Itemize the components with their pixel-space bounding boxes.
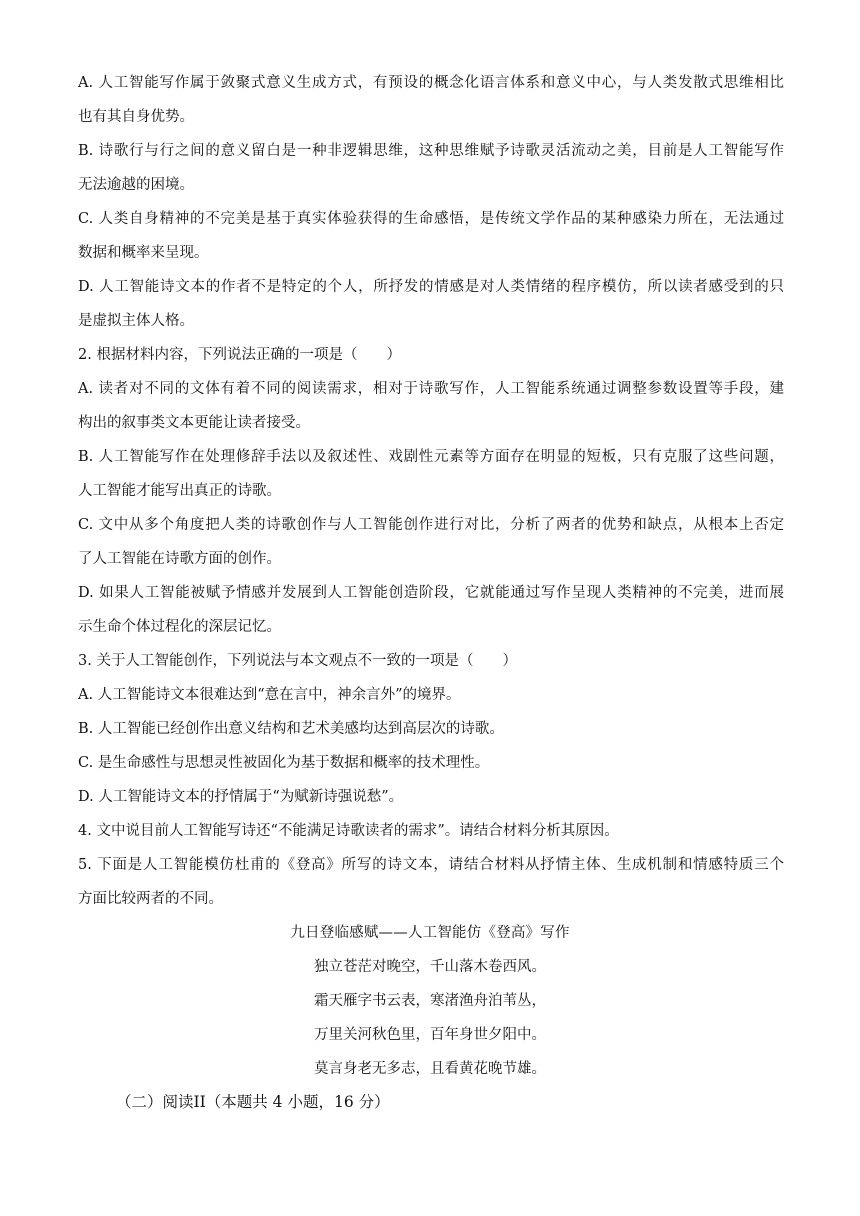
q1-option-a-line1: A. 人工智能写作属于敛聚式意义生成方式，有预设的概念化语言体系和意义中心，与人类发散式思维相比 — [78, 75, 784, 91]
q1-option-c-line2: 数据和概率来呈现。 — [78, 245, 209, 261]
q3-option-c: C. 是生命感性与思想灵性被固化为基于数据和概率的技术理性。 — [78, 755, 490, 771]
q1-option-c-line1: C. 人类自身精神的不完美是基于真实体验获得的生命感悟，是传统文学作品的某种感染力所在，无法通过 — [78, 211, 784, 227]
q1-option-d-line2: 是虚拟主体人格。 — [78, 313, 194, 329]
q2-option-a-line1: A. 读者对不同的文体有着不同的阅读需求，相对于诗歌写作，人工智能系统通过调整参数设置等手段，建 — [78, 381, 784, 397]
q2-option-b-line1: B. 人工智能写作在处理修辞手法以及叙述性、戏剧性元素等方面存在明显的短板，只有克服了这些问题， — [78, 449, 784, 465]
q2-option-d-line2: 示生命个体过程化的深层记忆。 — [78, 619, 281, 635]
q3-stem: 3. 关于人工智能创作，下列说法与本文观点不一致的一项是（ ） — [78, 653, 517, 669]
poem-line-1: 独立苍茫对晚空，千山落木卷西风。 — [314, 959, 546, 975]
q4-stem: 4. 文中说目前人工智能写诗还“不能满足诗歌读者的需求”。请结合材料分析其原因。 — [78, 823, 619, 839]
q5-stem-line1: 5. 下面是人工智能模仿杜甫的《登高》所写的诗文本，请结合材料从抒情主体、生成机制和情感特质三个 — [78, 857, 784, 873]
q2-stem: 2. 根据材料内容，下列说法正确的一项是（ ） — [78, 347, 401, 363]
q3-option-b: B. 人工智能已经创作出意义结构和艺术美感均达到高层次的诗歌。 — [78, 721, 504, 737]
q1-option-b-line1: B. 诗歌行与行之间的意义留白是一种非逻辑思维，这种思维赋予诗歌灵活流动之美，目前是人工智能写作 — [78, 143, 784, 159]
poem-line-3: 万里关河秋色里，百年身世夕阳中。 — [314, 1027, 546, 1043]
section-heading: （二）阅读II（本题共 4 小题，16 分） — [116, 1093, 390, 1111]
q5-stem-line2: 方面比较两者的不同。 — [78, 891, 223, 907]
q1-option-d-line1: D. 人工智能诗文本的作者不是特定的个人，所抒发的情感是对人类情绪的程序模仿，所以读者感受到的只 — [78, 279, 784, 295]
poem-line-4: 莫言身老无多志，且看黄花晚节雄。 — [314, 1061, 546, 1077]
q2-option-a-line2: 构出的叙事类文本更能让读者接受。 — [78, 415, 310, 431]
poem-line-2: 霜天雁字书云表，寒渚渔舟泊苇丛， — [314, 993, 546, 1009]
q2-option-b-line2: 人工智能才能写出真正的诗歌。 — [78, 483, 281, 499]
q2-option-d-line1: D. 如果人工智能被赋予情感并发展到人工智能创造阶段，它就能通过写作呈现人类精神的不完美，进而展 — [78, 585, 784, 601]
q2-option-c-line1: C. 文中从多个角度把人类的诗歌创作与人工智能创作进行对比，分析了两者的优势和缺点，从根本上否定 — [78, 517, 784, 533]
q3-option-d: D. 人工智能诗文本的抒情属于“为赋新诗强说愁”。 — [78, 789, 404, 805]
q3-option-a: A. 人工智能诗文本很难达到“意在言中，神余言外”的境界。 — [78, 687, 461, 703]
q1-option-a-line2: 也有其自身优势。 — [78, 109, 194, 125]
q2-option-c-line2: 了人工智能在诗歌方面的创作。 — [78, 551, 281, 567]
q1-option-b-line2: 无法逾越的困境。 — [78, 177, 194, 193]
poem-title: 九日登临感赋——人工智能仿《登高》写作 — [290, 925, 570, 941]
